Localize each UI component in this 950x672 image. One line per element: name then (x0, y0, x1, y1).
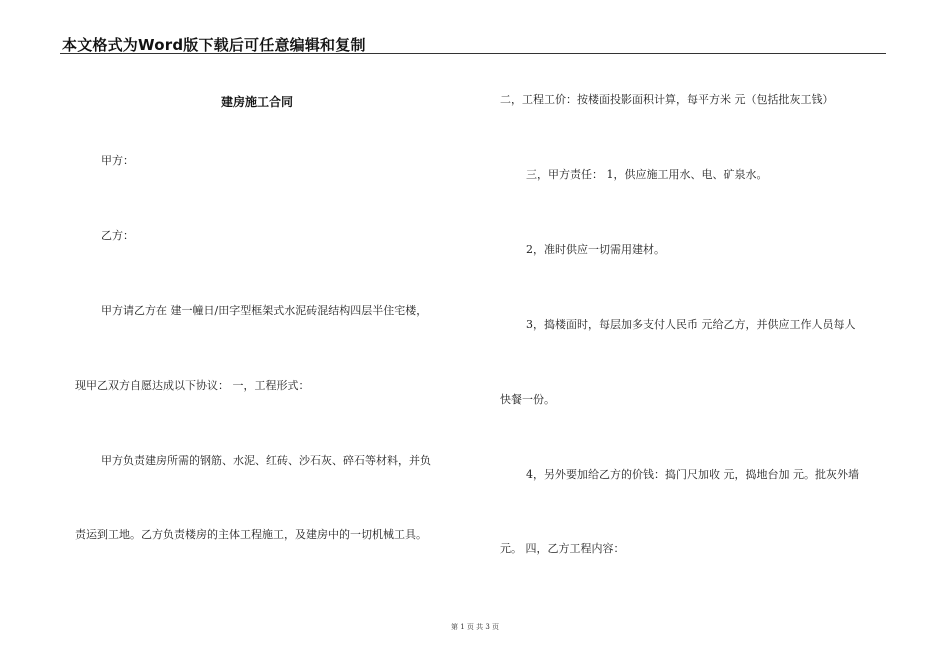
paragraph-line: 3，捣楼面时，每层加多支付人民币 元给乙方，并供应工作人员每人 (526, 318, 856, 331)
paragraph-line: 三，甲方责任： 1，供应施工用水、电、矿泉水。 (526, 168, 768, 181)
right-column (500, 0, 890, 672)
paragraph-line: 4，另外要加给乙方的价钱：捣门尺加收 元，捣地台加 元。批灰外墙 (526, 468, 859, 481)
paragraph-line: 快餐一份。 (500, 393, 555, 406)
paragraph-line: 甲方负责建房所需的钢筋、水泥、红砖、沙石灰、碎石等材料，并负 (101, 454, 431, 467)
paragraph-line: 2，准时供应一切需用建材。 (526, 243, 665, 256)
paragraph-line: 二，工程工价：按楼面投影面积计算，每平方米 元（包括批灰工钱） (500, 93, 834, 106)
paragraph-line: 责运到工地。乙方负责楼房的主体工程施工，及建房中的一切机械工具。 (75, 528, 427, 541)
page-indicator: 第 1 页 共 3 页 (450, 623, 500, 631)
left-column (75, 0, 470, 672)
party-a-line: 甲方： (101, 154, 134, 167)
paragraph-line: 元。 四，乙方工程内容： (500, 542, 625, 555)
paragraph-line: 现甲乙双方自愿达成以下协议： 一，工程形式： (75, 379, 310, 392)
document-banner: 本文格式为Word版下载后可任意编辑和复制 (62, 36, 366, 54)
contract-title: 建房施工合同 (221, 95, 294, 109)
party-b-line: 乙方： (101, 229, 134, 242)
paragraph-line: 甲方请乙方在 建一幢日/田字型框架式水泥砖混结构四层半住宅楼， (101, 304, 428, 317)
